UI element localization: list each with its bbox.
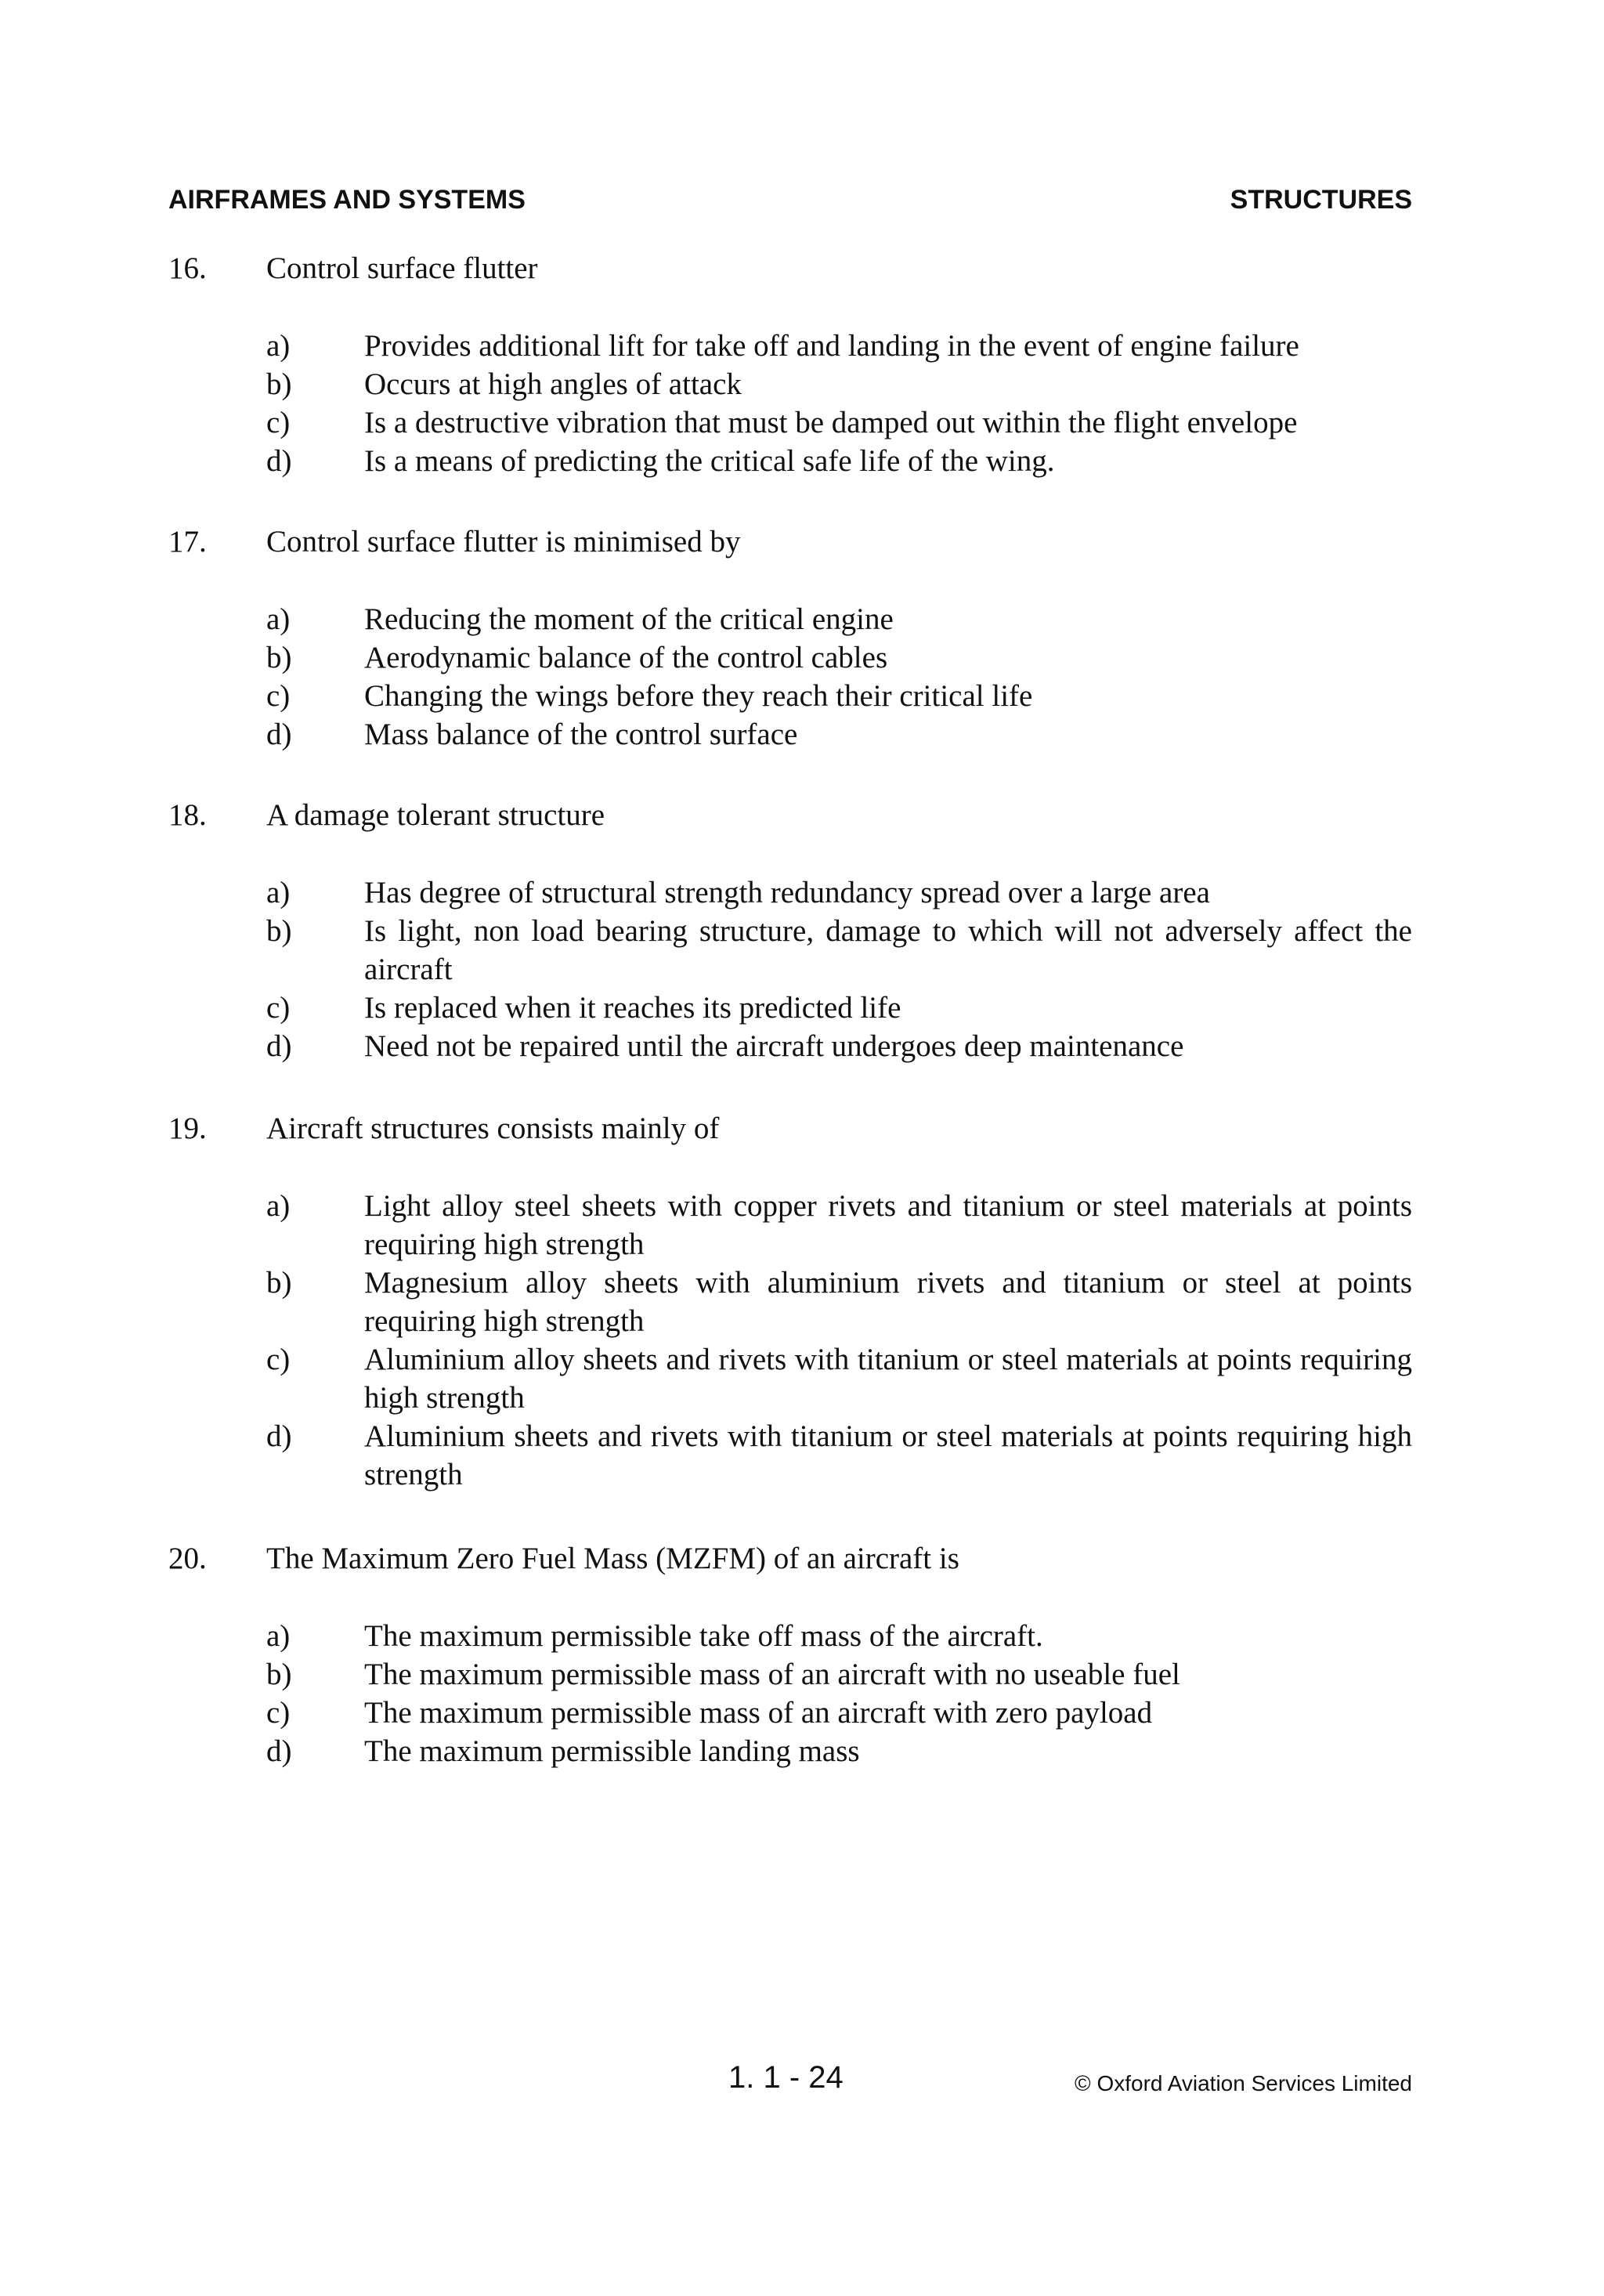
question-19 bbox=[168, 1109, 1412, 1494]
option-letter: d) bbox=[266, 1029, 292, 1063]
question-text: Control surface flutter bbox=[266, 251, 538, 285]
answer-options bbox=[168, 1187, 1412, 1494]
answer-option-c bbox=[168, 677, 1412, 715]
answer-options bbox=[168, 600, 1412, 754]
question-stem bbox=[168, 249, 1412, 287]
option-letter: c) bbox=[266, 1696, 291, 1730]
answer-option-c bbox=[168, 989, 1412, 1027]
option-text: The maximum permissible mass of an aircraft with no useable fuel bbox=[364, 1658, 1180, 1691]
option-text: Aluminium sheets and rivets with titanium or steel materials at points requiring high strength bbox=[364, 1419, 1412, 1491]
answer-option-b bbox=[168, 638, 1412, 677]
option-letter: d) bbox=[266, 444, 292, 478]
option-letter: c) bbox=[266, 406, 291, 439]
answer-option-a bbox=[168, 600, 1412, 638]
page-number: 1. 1 - 24 bbox=[728, 2060, 844, 2095]
section-title: AIRFRAMES AND SYSTEMS bbox=[168, 185, 526, 215]
option-letter: b) bbox=[266, 914, 292, 948]
option-letter: b) bbox=[266, 641, 292, 674]
option-letter: c) bbox=[266, 679, 291, 713]
page-footer bbox=[0, 2060, 1604, 2099]
option-text: The maximum permissible take off mass of the aircraft. bbox=[364, 1619, 1043, 1653]
option-text: Is light, non load bearing structure, damage to which will not adversely affect the aircraft bbox=[364, 914, 1412, 986]
answer-options bbox=[168, 1617, 1412, 1770]
question-number: 18. bbox=[168, 798, 207, 832]
option-letter: a) bbox=[266, 876, 291, 909]
question-text: Control surface flutter is minimised by bbox=[266, 525, 741, 559]
answer-option-c bbox=[168, 1694, 1412, 1732]
question-17 bbox=[168, 522, 1412, 754]
answer-options bbox=[168, 327, 1412, 480]
option-text: Provides additional lift for take off and landing in the event of engine failure bbox=[364, 329, 1299, 363]
option-text: Occurs at high angles of attack bbox=[364, 367, 742, 401]
option-letter: b) bbox=[266, 1658, 292, 1691]
option-letter: d) bbox=[266, 718, 292, 751]
option-text: Aluminium alloy sheets and rivets with titanium or steel materials at points requiring high strength bbox=[364, 1343, 1412, 1415]
option-letter: b) bbox=[266, 1266, 292, 1300]
answer-option-d bbox=[168, 1027, 1412, 1065]
question-20 bbox=[168, 1539, 1412, 1770]
answer-option-d bbox=[168, 1732, 1412, 1770]
question-text: The Maximum Zero Fuel Mass (MZFM) of an aircraft is bbox=[266, 1542, 959, 1575]
option-letter: d) bbox=[266, 1734, 292, 1768]
answer-option-d bbox=[168, 442, 1412, 480]
page-header bbox=[168, 185, 1412, 215]
answer-option-a bbox=[168, 873, 1412, 912]
option-letter: a) bbox=[266, 1619, 291, 1653]
answer-option-b bbox=[168, 912, 1412, 989]
option-text: Need not be repaired until the aircraft undergoes deep maintenance bbox=[364, 1029, 1184, 1063]
answer-option-a bbox=[168, 327, 1412, 365]
option-letter: a) bbox=[266, 602, 291, 636]
chapter-title: STRUCTURES bbox=[1230, 185, 1412, 215]
option-text: Is a destructive vibration that must be damped out within the flight envelope bbox=[364, 406, 1298, 439]
option-text: Has degree of structural strength redundancy spread over a large area bbox=[364, 876, 1210, 909]
option-text: Mass balance of the control surface bbox=[364, 718, 798, 751]
answer-option-c bbox=[168, 1340, 1412, 1417]
question-stem bbox=[168, 522, 1412, 561]
option-letter: d) bbox=[266, 1419, 292, 1453]
option-letter: c) bbox=[266, 1343, 291, 1376]
answer-options bbox=[168, 873, 1412, 1065]
copyright-notice: © Oxford Aviation Services Limited bbox=[1075, 2071, 1412, 2095]
answer-option-d bbox=[168, 715, 1412, 754]
answer-option-b bbox=[168, 1655, 1412, 1694]
question-stem bbox=[168, 1109, 1412, 1148]
answer-option-d bbox=[168, 1417, 1412, 1494]
option-text: The maximum permissible landing mass bbox=[364, 1734, 860, 1768]
option-text: Reducing the moment of the critical engine bbox=[364, 602, 894, 636]
option-text: Changing the wings before they reach their critical life bbox=[364, 679, 1033, 713]
answer-option-a bbox=[168, 1187, 1412, 1264]
option-letter: b) bbox=[266, 367, 292, 401]
option-text: Magnesium alloy sheets with aluminium rivets and titanium or steel at points requiring high strength bbox=[364, 1266, 1412, 1338]
question-number: 17. bbox=[168, 525, 207, 559]
answer-option-a bbox=[168, 1617, 1412, 1655]
question-stem bbox=[168, 1539, 1412, 1578]
option-text: Aerodynamic balance of the control cables bbox=[364, 641, 888, 674]
answer-option-c bbox=[168, 403, 1412, 442]
answer-option-b bbox=[168, 365, 1412, 403]
question-number: 20. bbox=[168, 1542, 207, 1575]
question-number: 16. bbox=[168, 251, 207, 285]
question-text: A damage tolerant structure bbox=[266, 798, 605, 832]
option-letter: c) bbox=[266, 991, 291, 1025]
question-number: 19. bbox=[168, 1112, 207, 1145]
question-text: Aircraft structures consists mainly of bbox=[266, 1112, 720, 1145]
question-16 bbox=[168, 249, 1412, 480]
answer-option-b bbox=[168, 1264, 1412, 1340]
question-18 bbox=[168, 796, 1412, 1065]
option-text: Is a means of predicting the critical safe life of the wing. bbox=[364, 444, 1055, 478]
option-letter: a) bbox=[266, 329, 291, 363]
option-text: Light alloy steel sheets with copper rivets and titanium or steel materials at points requiring high strength bbox=[364, 1189, 1412, 1261]
option-letter: a) bbox=[266, 1189, 291, 1223]
option-text: Is replaced when it reaches its predicted life bbox=[364, 991, 901, 1025]
option-text: The maximum permissible mass of an aircraft with zero payload bbox=[364, 1696, 1153, 1730]
question-stem bbox=[168, 796, 1412, 834]
